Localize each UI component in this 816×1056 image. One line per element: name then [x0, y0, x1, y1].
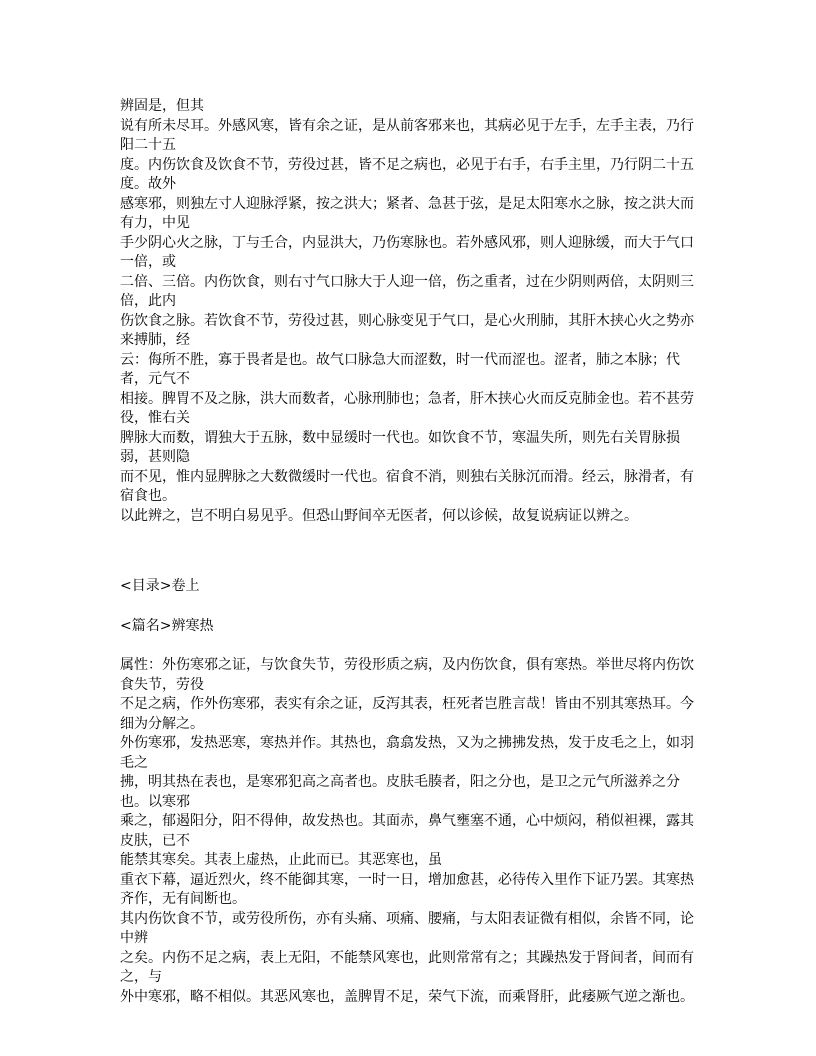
text-line: 能禁其寒矣。其表上虚热，止此而已。其恶寒也，虽	[120, 852, 442, 868]
text-line: 其内伤饮食不节，或劳役所伤，亦有头痛、项痛、腰痛，与太阳表证微有相似，余皆不同，论中辨	[120, 910, 694, 946]
text-line: 重衣下幕，逼近烈火，终不能御其寒，一时一日，增加愈甚，必待传入里作下证乃罢。其寒热齐作，无有间断也。	[120, 871, 694, 907]
text-line: 相接。脾胃不及之脉，洪大而数者，心脉刑肺也；急者，肝木挟心火而反克肺金也。若不甚劳役，惟右关	[120, 390, 694, 426]
text-line: 拂，明其热在表也，是寒邪犯高之高者也。皮肤毛腠者，阳之分也，是卫之元气所滋养之分也。以寒邪	[120, 774, 680, 810]
text-line: 不足之病，作外伤寒邪，表实有余之证，反泻其表，枉死者岂胜言哉！皆由不别其寒热耳。今细为分解之。	[120, 696, 694, 732]
text-line: 脾脉大而数，谓独大于五脉，数中显缓时一代也。如饮食不节，寒温失所，则先右关胃脉损弱，甚则隐	[120, 429, 680, 465]
text-line: 伤饮食之脉。若饮食不节，劳役过甚，则心脉变见于气口，是心火刑肺，其肝木挟心火之势亦来搏肺，经	[120, 312, 694, 348]
chapter-heading: <篇名>辨寒热	[120, 617, 214, 634]
text-line: 辨固是，但其	[120, 98, 204, 114]
section-pulse-discussion	[120, 97, 696, 526]
text-line: 度。内伤饮食及饮食不节，劳役过甚，皆不足之病也，必见于右手，右手主里，乃行阴二十五度。故外	[120, 156, 694, 192]
text-line: 说有所未尽耳。外感风寒，皆有余之证，是从前客邪来也，其病必见于左手，左手主表，乃行阳二十五	[120, 117, 694, 153]
text-line: 属性：外伤寒邪之证，与饮食失节，劳役形质之病，及内伤饮食，俱有寒热。举世尽将内伤饮食失节，劳役	[120, 657, 694, 693]
text-line: 乘之，郁遏阳分，阳不得伸，故发热也。其面赤，鼻气壅塞不通，心中烦闷，稍似袒裸，露其皮肤，已不	[120, 813, 694, 849]
text-line: 以此辨之，岂不明白易见乎。但恐山野间卒无医者，何以诊候，故复说病证以辨之。	[120, 507, 638, 524]
text-line: 外伤寒邪，发热恶寒，寒热并作。其热也，翕翕发热，又为之拂拂发热，发于皮毛之上，如羽毛之	[120, 735, 694, 771]
text-line: 二倍、三倍。内伤饮食，则右寸气口脉大于人迎一倍，伤之重者，过在少阴则两倍，太阴则三倍，此内	[120, 273, 694, 309]
text-line: 而不见，惟内显脾脉之大数微缓时一代也。宿食不消，则独右关脉沉而滑。经云，脉滑者，有宿食也。	[120, 468, 694, 504]
section-cold-heat	[120, 656, 696, 1007]
text-line: 之矣。内伤不足之病，表上无阳，不能禁风寒也，此则常常有之；其躁热发于肾间者，间而有之，与	[120, 949, 694, 985]
text-line: 云：侮所不胜，寡于畏者是也。故气口脉急大而涩数，时一代而涩也。涩者，肺之本脉；代者，元气不	[120, 351, 680, 387]
text-line: 感寒邪，则独左寸人迎脉浮紧，按之洪大；紧者、急甚于弦，是足太阳寒水之脉，按之洪大而有力，中见	[120, 195, 694, 231]
document-page	[120, 97, 696, 1007]
toc-heading: <目录>卷上	[120, 578, 200, 594]
text-line: 外中寒邪，略不相似。其恶风寒也，盖脾胃不足，荣气下流，而乘肾肝，此痿厥气逆之渐也。	[120, 988, 694, 1005]
text-line: 手少阴心火之脉，丁与壬合，内显洪大，乃伤寒脉也。若外感风邪，则人迎脉缓，而大于气口一倍，或	[120, 234, 694, 270]
